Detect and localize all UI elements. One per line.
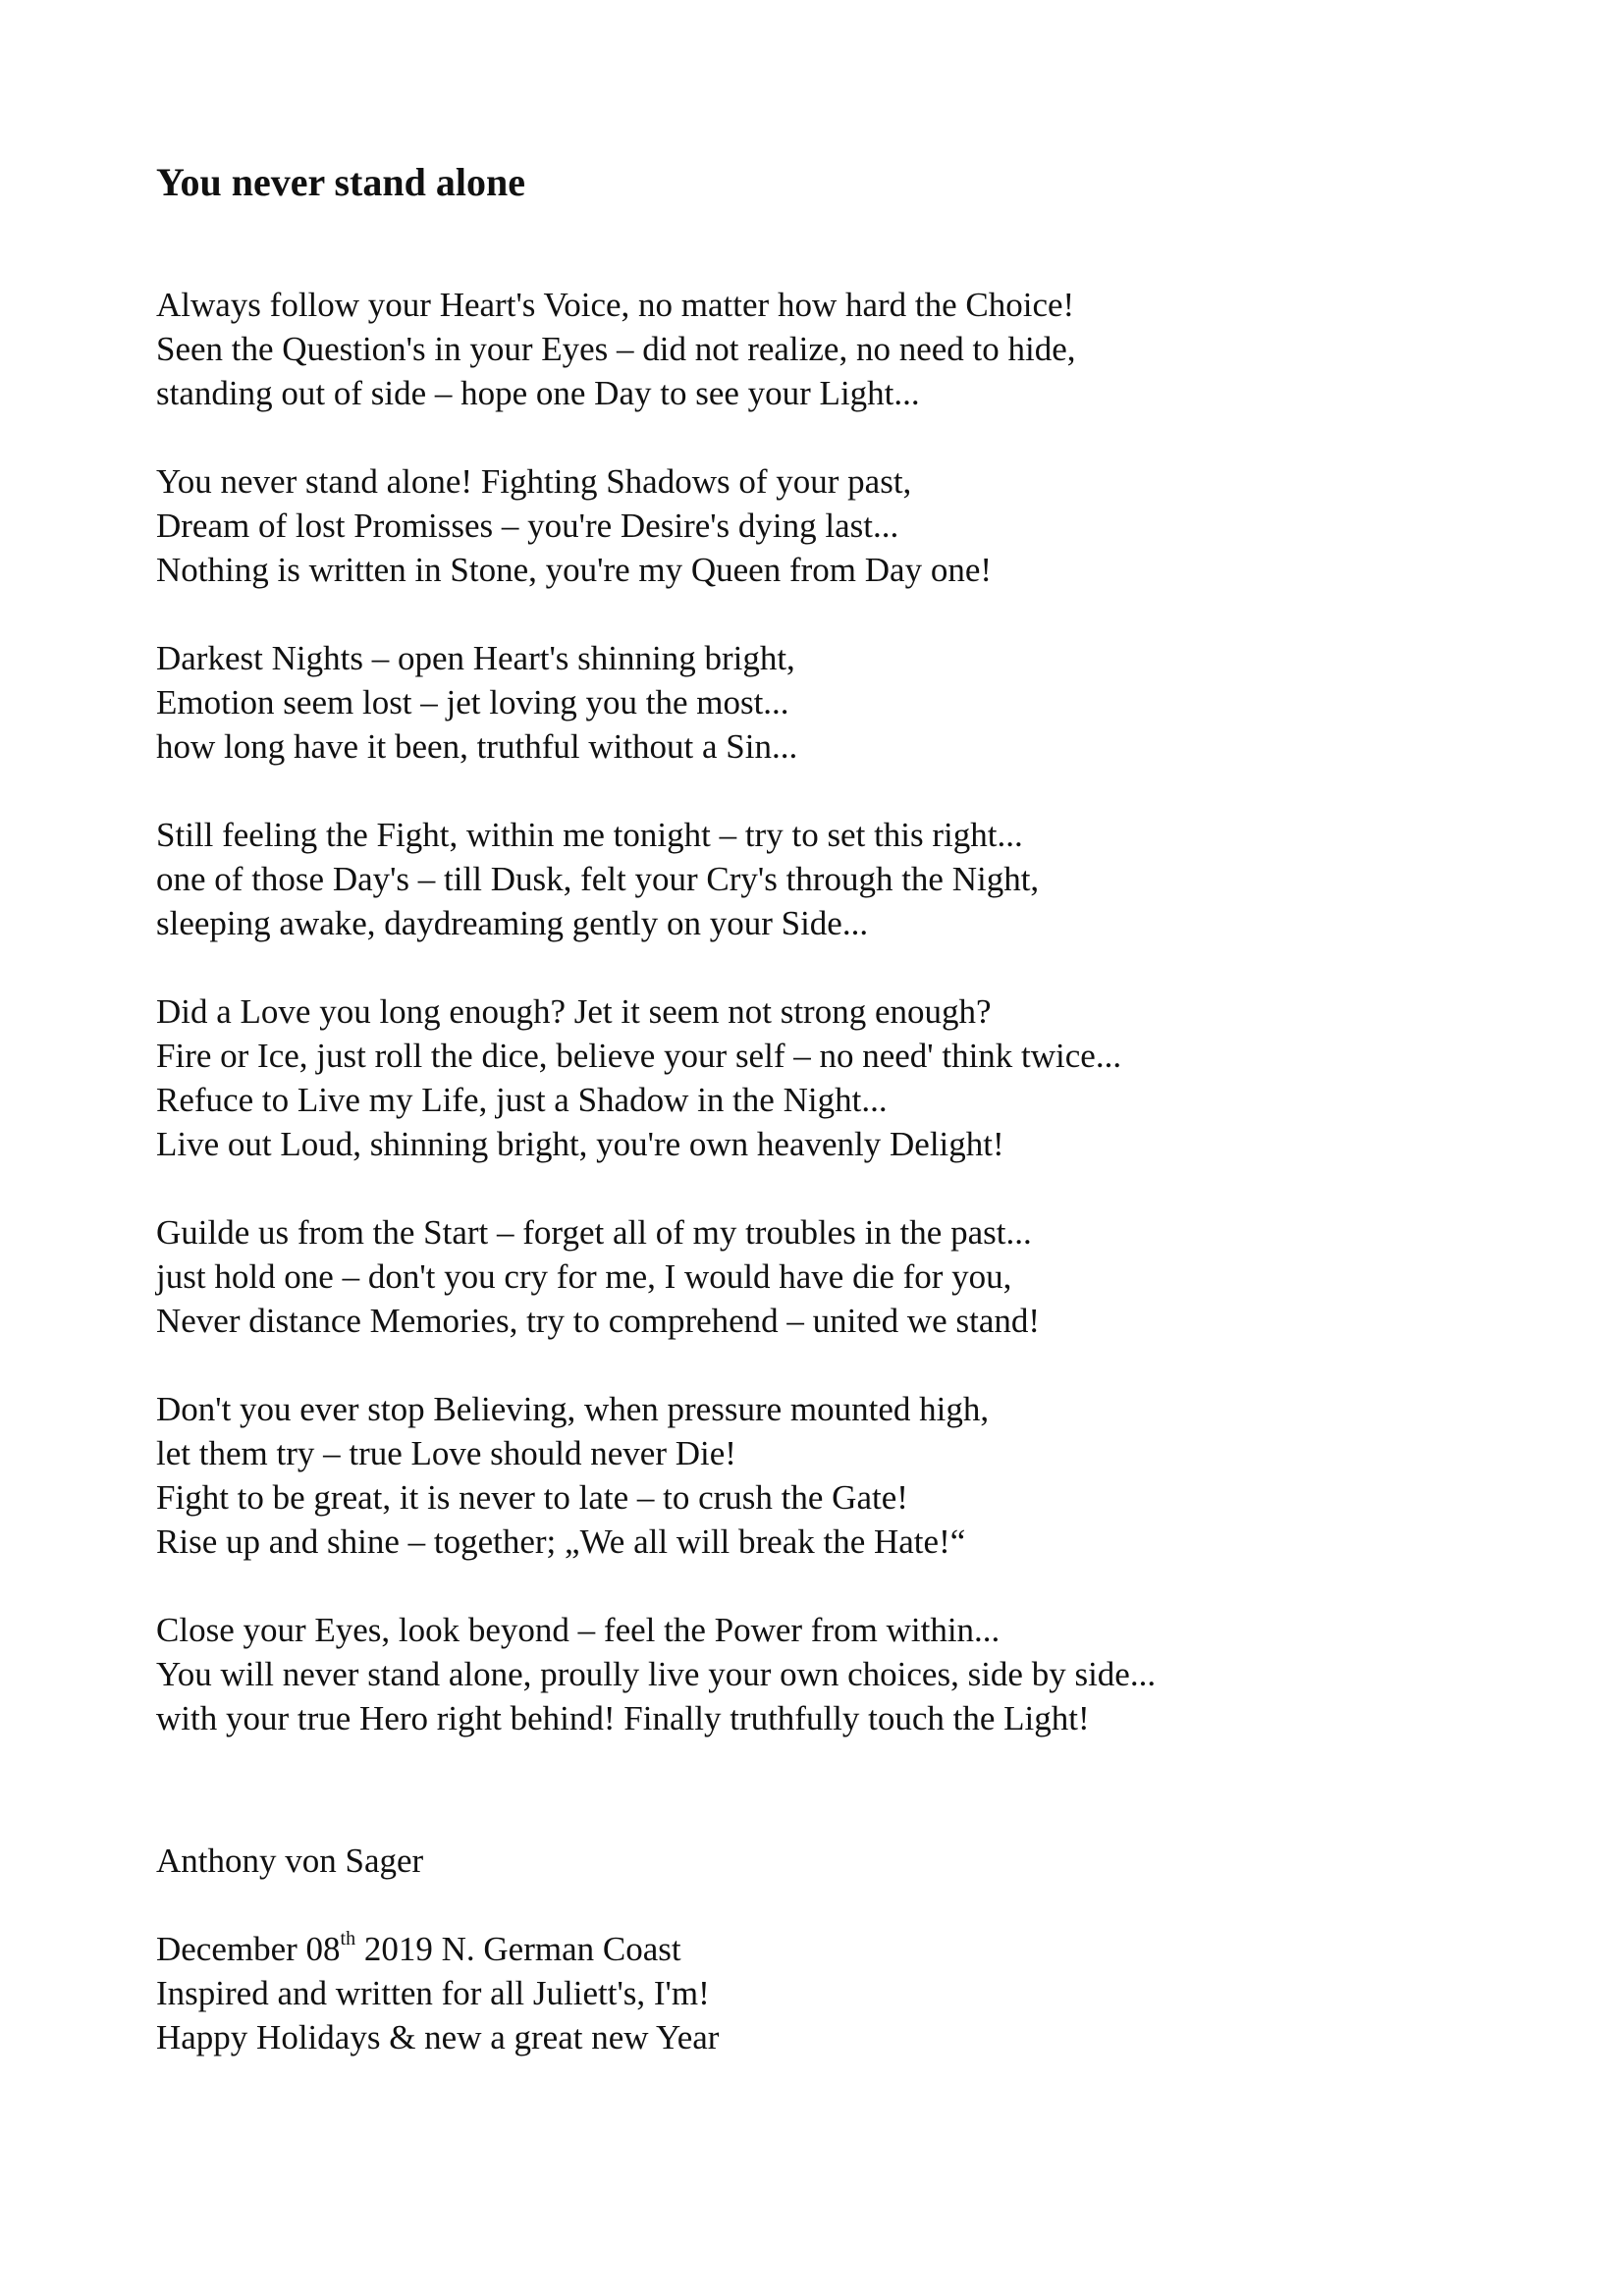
poem-line: let them try – true Love should never Die!: [156, 1434, 736, 1472]
author-name: Anthony von Sager: [156, 1842, 424, 1880]
poem-line: Emotion seem lost – jet loving you the most...: [156, 683, 789, 721]
poem-line: Never distance Memories, try to comprehend – united we stand!: [156, 1302, 1041, 1340]
poem-line: Live out Loud, shinning bright, you're own heavenly Delight!: [156, 1125, 1004, 1163]
document-page: [156, 155, 1531, 2104]
dedication-line: Inspired and written for all Juliett's, I'm!: [156, 1974, 710, 2012]
poem-line: Did a Love you long enough? Jet it seem not strong enough?: [156, 992, 992, 1031]
date-ordinal: th: [340, 1928, 356, 1950]
poem-line: just hold one – don't you cry for me, I would have die for you,: [156, 1257, 1012, 1296]
poem-line: Darkest Nights – open Heart's shinning bright,: [156, 639, 795, 677]
poem-line: one of those Day's – till Dusk, felt your Cry's through the Night,: [156, 860, 1040, 898]
poem-line: Guilde us from the Start – forget all of my troubles in the past...: [156, 1213, 1032, 1252]
date-line: [156, 1927, 1531, 1971]
poem-line: You will never stand alone, proully live your own choices, side by side...: [156, 1655, 1157, 1693]
stanza-5: [156, 989, 1531, 1166]
poem-line: Don't you ever stop Believing, when pressure mounted high,: [156, 1390, 990, 1428]
poem-line: how long have it been, truthful without a Sin...: [156, 727, 798, 766]
stanza-7: [156, 1387, 1531, 1564]
date-prefix: December 08: [156, 1930, 341, 1968]
poem-line: with your true Hero right behind! Finally truthfully touch the Light!: [156, 1699, 1090, 1737]
poem-line: Fire or Ice, just roll the dice, believe your self – no need' think twice...: [156, 1037, 1122, 1075]
poem-line: Refuce to Live my Life, just a Shadow in the Night...: [156, 1081, 888, 1119]
stanza-4: [156, 813, 1531, 945]
poem-line: standing out of side – hope one Day to see your Light...: [156, 374, 920, 412]
poem-line: Seen the Question's in your Eyes – did not realize, no need to hide,: [156, 330, 1076, 368]
greeting-line: Happy Holidays & new a great new Year: [156, 2018, 720, 2056]
poem-line: You never stand alone! Fighting Shadows of your past,: [156, 462, 912, 501]
poem-line: Nothing is written in Stone, you're my Queen from Day one!: [156, 551, 993, 589]
poem-line: Always follow your Heart's Voice, no matter how hard the Choice!: [156, 286, 1075, 324]
stanza-3: [156, 636, 1531, 769]
poem-line: Dream of lost Promisses – you're Desire's dying last...: [156, 507, 899, 545]
stanza-2: [156, 459, 1531, 592]
poem-line: Close your Eyes, look beyond – feel the Power from within...: [156, 1611, 1001, 1649]
footer-block: [156, 1927, 1531, 2059]
poem-line: Still feeling the Fight, within me tonight – try to set this right...: [156, 816, 1023, 854]
stanza-6: [156, 1210, 1531, 1343]
poem-line: Fight to be great, it is never to late – to crush the Gate!: [156, 1478, 908, 1517]
poem-title: You never stand alone: [156, 160, 525, 204]
author-block: [156, 1839, 1531, 1883]
poem-line: sleeping awake, daydreaming gently on your Side...: [156, 904, 869, 942]
date-suffix: 2019 N. German Coast: [355, 1930, 681, 1968]
stanza-1: [156, 283, 1531, 415]
stanza-8: [156, 1608, 1531, 1740]
poem-line: Rise up and shine – together; „We all will break the Hate!“: [156, 1522, 966, 1561]
